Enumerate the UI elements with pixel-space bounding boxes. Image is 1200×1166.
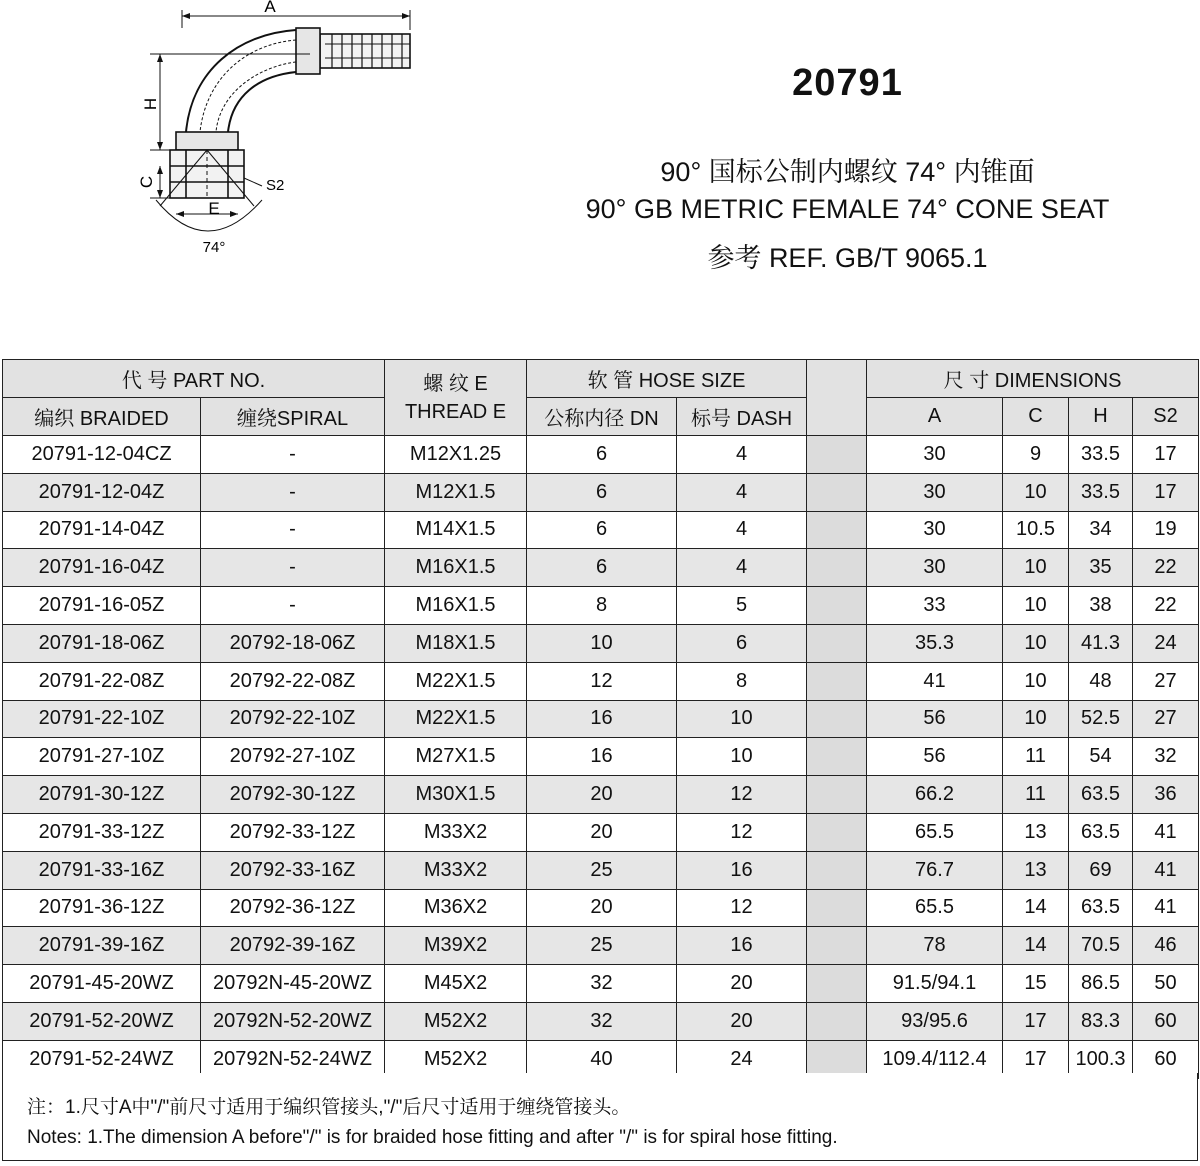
cell-c: 13 — [1003, 813, 1069, 851]
dim-c-label: C — [137, 175, 156, 189]
cell-c: 10 — [1003, 473, 1069, 511]
cell-s2: 27 — [1133, 662, 1199, 700]
cell-h: 63.5 — [1069, 776, 1133, 814]
cell-spiral: - — [201, 511, 385, 549]
cell-c: 10 — [1003, 624, 1069, 662]
cell-braided: 20791-36-12Z — [3, 889, 201, 927]
cell-a: 93/95.6 — [867, 1002, 1003, 1040]
cell-h: 35 — [1069, 549, 1133, 587]
spec-table-body — [3, 436, 1199, 1079]
cell-s2: 41 — [1133, 889, 1199, 927]
cell-dn: 12 — [527, 662, 677, 700]
cell-spiral: 20792-30-12Z — [201, 776, 385, 814]
cell-a: 65.5 — [867, 889, 1003, 927]
col-h-header: H — [1069, 398, 1133, 436]
cell-dash: 24 — [677, 1040, 807, 1078]
part-no-header: 代 号 PART NO. — [3, 360, 385, 398]
cell-spiral: 20792-22-08Z — [201, 662, 385, 700]
cell-dash: 20 — [677, 965, 807, 1003]
table-row — [3, 473, 1199, 511]
dash-header: 标号 DASH — [677, 398, 807, 436]
cell-dash: 8 — [677, 662, 807, 700]
cell-dash: 5 — [677, 587, 807, 625]
cell-c: 9 — [1003, 436, 1069, 474]
table-row — [3, 436, 1199, 474]
cell-dn: 40 — [527, 1040, 677, 1078]
table-row — [3, 813, 1199, 851]
cell-a: 65.5 — [867, 813, 1003, 851]
col-a-header: A — [867, 398, 1003, 436]
cell-dash: 10 — [677, 738, 807, 776]
cell-s2: 41 — [1133, 851, 1199, 889]
cell-h: 63.5 — [1069, 889, 1133, 927]
spacer-cell — [807, 549, 867, 587]
cell-braided: 20791-22-10Z — [3, 700, 201, 738]
cell-h: 33.5 — [1069, 473, 1133, 511]
spec-table-panel — [0, 357, 1200, 1166]
cell-c: 15 — [1003, 965, 1069, 1003]
cell-c: 10.5 — [1003, 511, 1069, 549]
cell-thread: M52X2 — [385, 1002, 527, 1040]
dim-e-label: E — [208, 199, 220, 218]
cell-h: 34 — [1069, 511, 1133, 549]
cell-c: 14 — [1003, 927, 1069, 965]
spacer-cell — [807, 1002, 867, 1040]
table-row — [3, 851, 1199, 889]
cell-braided: 20791-39-16Z — [3, 927, 201, 965]
spacer-cell — [807, 813, 867, 851]
cell-dash: 20 — [677, 1002, 807, 1040]
spacer-cell — [807, 965, 867, 1003]
cell-thread: M14X1.5 — [385, 511, 527, 549]
cell-thread: M36X2 — [385, 889, 527, 927]
cell-s2: 22 — [1133, 587, 1199, 625]
cell-braided: 20791-14-04Z — [3, 511, 201, 549]
cell-dash: 16 — [677, 927, 807, 965]
cell-h: 54 — [1069, 738, 1133, 776]
spacer-cell — [807, 436, 867, 474]
cell-spiral: - — [201, 587, 385, 625]
col-s2-header: S2 — [1133, 398, 1199, 436]
spacer-cell — [807, 927, 867, 965]
cell-thread: M22X1.5 — [385, 700, 527, 738]
cell-braided: 20791-52-24WZ — [3, 1040, 201, 1078]
cell-s2: 50 — [1133, 965, 1199, 1003]
cell-braided: 20791-18-06Z — [3, 624, 201, 662]
cell-a: 76.7 — [867, 851, 1003, 889]
cell-a: 35.3 — [867, 624, 1003, 662]
cell-a: 33 — [867, 587, 1003, 625]
cell-a: 30 — [867, 511, 1003, 549]
cell-dn: 8 — [527, 587, 677, 625]
cell-s2: 60 — [1133, 1040, 1199, 1078]
cell-h: 86.5 — [1069, 965, 1133, 1003]
cell-thread: M45X2 — [385, 965, 527, 1003]
cell-c: 10 — [1003, 700, 1069, 738]
cell-braided: 20791-16-05Z — [3, 587, 201, 625]
cell-thread: M12X1.25 — [385, 436, 527, 474]
dim-h-label: H — [141, 97, 160, 111]
spacer-cell — [807, 851, 867, 889]
cell-a: 66.2 — [867, 776, 1003, 814]
cell-braided: 20791-33-16Z — [3, 851, 201, 889]
cell-dn: 20 — [527, 813, 677, 851]
cell-h: 100.3 — [1069, 1040, 1133, 1078]
cell-a: 78 — [867, 927, 1003, 965]
cell-braided: 20791-22-08Z — [3, 662, 201, 700]
spacer-cell — [807, 662, 867, 700]
cell-a: 41 — [867, 662, 1003, 700]
title-reference: 参考 REF. GB/T 9065.1 — [707, 243, 988, 273]
cell-braided: 20791-33-12Z — [3, 813, 201, 851]
cell-spiral: 20792-36-12Z — [201, 889, 385, 927]
cell-thread: M39X2 — [385, 927, 527, 965]
table-row — [3, 927, 1199, 965]
table-row — [3, 662, 1199, 700]
cell-thread: M22X1.5 — [385, 662, 527, 700]
cell-thread: M16X1.5 — [385, 587, 527, 625]
table-row — [3, 776, 1199, 814]
cell-h: 63.5 — [1069, 813, 1133, 851]
cell-dn: 32 — [527, 1002, 677, 1040]
cell-dn: 6 — [527, 436, 677, 474]
table-row — [3, 624, 1199, 662]
cell-dn: 6 — [527, 549, 677, 587]
cell-h: 83.3 — [1069, 1002, 1133, 1040]
cell-braided: 20791-52-20WZ — [3, 1002, 201, 1040]
cell-h: 41.3 — [1069, 624, 1133, 662]
cell-s2: 22 — [1133, 549, 1199, 587]
table-row — [3, 1002, 1199, 1040]
cell-a: 109.4/112.4 — [867, 1040, 1003, 1078]
cell-spiral: 20792-39-16Z — [201, 927, 385, 965]
table-row — [3, 965, 1199, 1003]
cell-dn: 25 — [527, 927, 677, 965]
thread-header-en: THREAD E — [404, 400, 507, 423]
cell-c: 11 — [1003, 776, 1069, 814]
cell-dash: 6 — [677, 624, 807, 662]
part-number-title: 20791 — [792, 62, 903, 104]
cell-a: 30 — [867, 436, 1003, 474]
cell-spiral: - — [201, 473, 385, 511]
cell-dn: 20 — [527, 776, 677, 814]
cell-dn: 32 — [527, 965, 677, 1003]
cell-c: 10 — [1003, 662, 1069, 700]
cell-c: 10 — [1003, 549, 1069, 587]
notes-box — [2, 1073, 1198, 1161]
spacer-cell — [807, 587, 867, 625]
cell-dn: 6 — [527, 511, 677, 549]
dimensions-header: 尺 寸 DIMENSIONS — [867, 360, 1199, 398]
cell-h: 33.5 — [1069, 436, 1133, 474]
cell-braided: 20791-12-04CZ — [3, 436, 201, 474]
cell-spiral: - — [201, 549, 385, 587]
cell-thread: M16X1.5 — [385, 549, 527, 587]
cell-thread: M52X2 — [385, 1040, 527, 1078]
table-row — [3, 889, 1199, 927]
dn-header: 公称内径 DN — [527, 398, 677, 436]
fitting-drawing — [120, 0, 440, 270]
cell-dash: 4 — [677, 436, 807, 474]
table-row — [3, 700, 1199, 738]
cell-s2: 32 — [1133, 738, 1199, 776]
angle-label: 74° — [202, 239, 226, 256]
cell-dash: 12 — [677, 889, 807, 927]
cell-s2: 24 — [1133, 624, 1199, 662]
cell-s2: 19 — [1133, 511, 1199, 549]
cell-spiral: 20792-33-16Z — [201, 851, 385, 889]
hose-size-header: 软 管 HOSE SIZE — [527, 360, 807, 398]
spacer-column — [807, 360, 867, 436]
cell-braided: 20791-16-04Z — [3, 549, 201, 587]
table-row — [3, 587, 1199, 625]
table-row — [3, 549, 1199, 587]
thread-header — [385, 360, 527, 436]
spacer-cell — [807, 889, 867, 927]
cell-spiral: 20792N-45-20WZ — [201, 965, 385, 1003]
cell-dn: 6 — [527, 473, 677, 511]
cell-c: 10 — [1003, 587, 1069, 625]
cell-thread: M27X1.5 — [385, 738, 527, 776]
cell-dash: 12 — [677, 813, 807, 851]
cell-s2: 17 — [1133, 473, 1199, 511]
note-chinese: 注：1.尺寸A中"/"前尺寸适用于编织管接头,"/"后尺寸适用于缠绕管接头。 — [27, 1097, 631, 1118]
cell-dash: 4 — [677, 549, 807, 587]
cell-thread: M33X2 — [385, 813, 527, 851]
table-row — [3, 738, 1199, 776]
col-c-header: C — [1003, 398, 1069, 436]
cell-dn: 25 — [527, 851, 677, 889]
cell-thread: M12X1.5 — [385, 473, 527, 511]
cell-spiral: 20792-22-10Z — [201, 700, 385, 738]
cell-dn: 16 — [527, 738, 677, 776]
thread-header-cn: 螺 纹 E — [423, 372, 488, 395]
spacer-cell — [807, 700, 867, 738]
cell-a: 56 — [867, 738, 1003, 776]
cell-h: 69 — [1069, 851, 1133, 889]
cell-c: 11 — [1003, 738, 1069, 776]
cell-braided: 20791-27-10Z — [3, 738, 201, 776]
cell-a: 91.5/94.1 — [867, 965, 1003, 1003]
cell-spiral: - — [201, 436, 385, 474]
cell-dash: 4 — [677, 511, 807, 549]
spacer-cell — [807, 473, 867, 511]
spec-table — [2, 359, 1199, 1079]
cell-c: 17 — [1003, 1002, 1069, 1040]
note-english: Notes: 1.The dimension A before"/" is for braided hose fitting and after "/" is for spiral hose fitting. — [27, 1127, 838, 1148]
dim-a-label: A — [264, 0, 276, 16]
cell-braided: 20791-12-04Z — [3, 473, 201, 511]
cell-s2: 36 — [1133, 776, 1199, 814]
cell-dash: 12 — [677, 776, 807, 814]
cell-spiral: 20792N-52-20WZ — [201, 1002, 385, 1040]
cell-braided: 20791-30-12Z — [3, 776, 201, 814]
spacer-cell — [807, 624, 867, 662]
cell-dash: 10 — [677, 700, 807, 738]
cell-s2: 17 — [1133, 436, 1199, 474]
cell-c: 14 — [1003, 889, 1069, 927]
cell-a: 56 — [867, 700, 1003, 738]
dim-s2-label: S2 — [266, 177, 285, 194]
cell-dash: 16 — [677, 851, 807, 889]
cell-dash: 4 — [677, 473, 807, 511]
title-english: 90° GB METRIC FEMALE 74° CONE SEAT — [585, 194, 1110, 224]
cell-thread: M33X2 — [385, 851, 527, 889]
cell-s2: 46 — [1133, 927, 1199, 965]
cell-braided: 20791-45-20WZ — [3, 965, 201, 1003]
cell-s2: 41 — [1133, 813, 1199, 851]
cell-a: 30 — [867, 473, 1003, 511]
cell-c: 13 — [1003, 851, 1069, 889]
cell-dn: 10 — [527, 624, 677, 662]
cell-spiral: 20792-33-12Z — [201, 813, 385, 851]
spacer-cell — [807, 776, 867, 814]
cell-thread: M18X1.5 — [385, 624, 527, 662]
spacer-cell — [807, 511, 867, 549]
table-row — [3, 511, 1199, 549]
cell-a: 30 — [867, 549, 1003, 587]
cell-h: 48 — [1069, 662, 1133, 700]
cell-h: 52.5 — [1069, 700, 1133, 738]
spacer-cell — [807, 738, 867, 776]
spiral-header: 缠绕SPIRAL — [201, 398, 385, 436]
cell-s2: 27 — [1133, 700, 1199, 738]
cell-spiral: 20792N-52-24WZ — [201, 1040, 385, 1078]
cell-spiral: 20792-18-06Z — [201, 624, 385, 662]
title-chinese: 90° 国标公制内螺纹 74° 内锥面 — [660, 157, 1035, 187]
cell-h: 38 — [1069, 587, 1133, 625]
cell-dn: 16 — [527, 700, 677, 738]
cell-spiral: 20792-27-10Z — [201, 738, 385, 776]
cell-thread: M30X1.5 — [385, 776, 527, 814]
cell-h: 70.5 — [1069, 927, 1133, 965]
cell-s2: 60 — [1133, 1002, 1199, 1040]
cell-c: 17 — [1003, 1040, 1069, 1078]
cell-dn: 20 — [527, 889, 677, 927]
braided-header: 编织 BRAIDED — [3, 398, 201, 436]
